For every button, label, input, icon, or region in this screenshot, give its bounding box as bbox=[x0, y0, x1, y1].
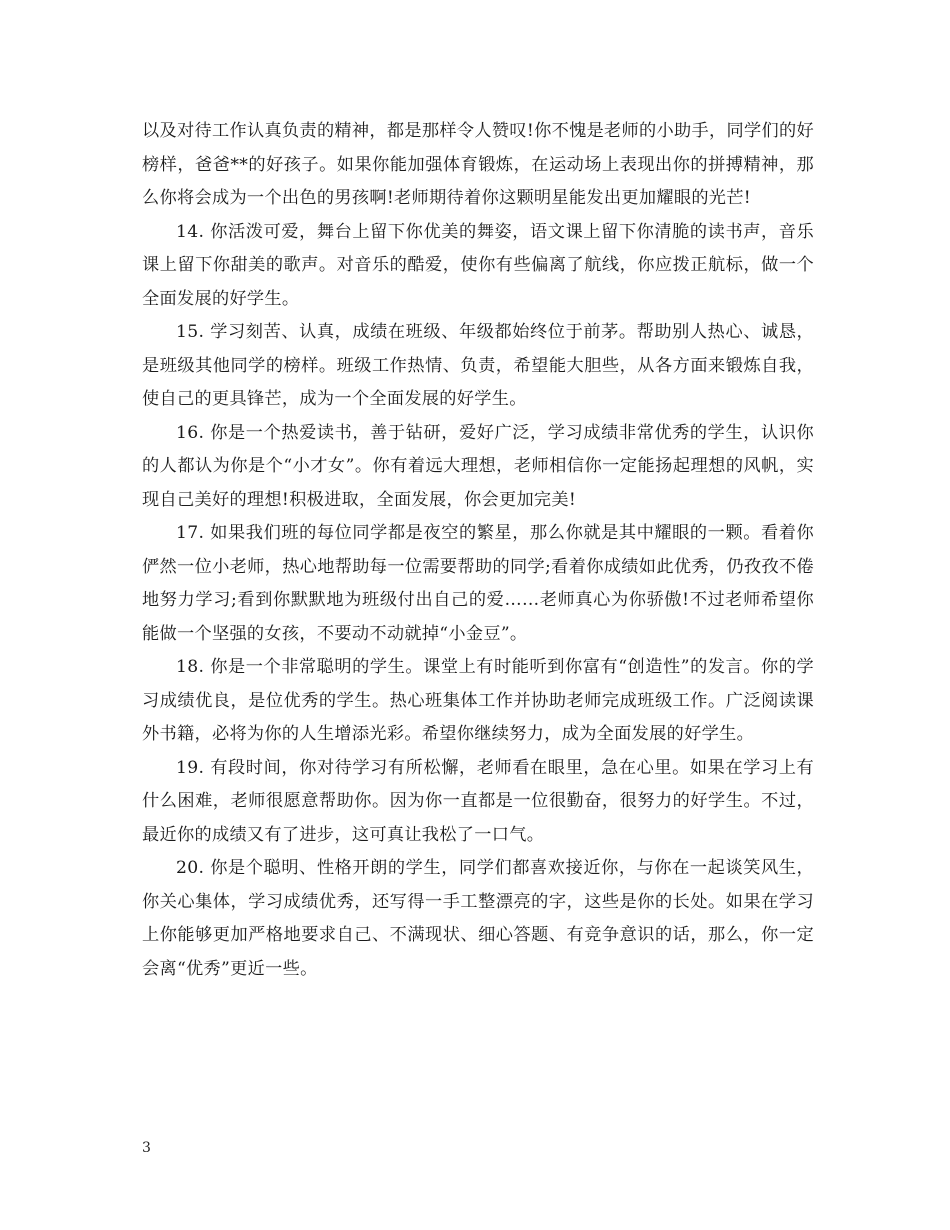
paragraph-item-14: 14. 你活泼可爱，舞台上留下你优美的舞姿，语文课上留下你清脆的读书声，音乐课上留下你甜美的歌声。对音乐的酷爱，使你有些偏离了航线，你应拨正航标，做一个全面发展的好学生。 bbox=[142, 221, 814, 309]
paragraph-item-20: 20. 你是个聪明、性格开朗的学生，同学们都喜欢接近你，与你在一起谈笑风生，你关心集体，学习成绩优秀，还写得一手工整漂亮的字，这些是你的长处。如果在学习上你能够更加严格地要求自己、不满现状、细心答题、有竞争意识的话，那么，你一定会离“优秀”更近一些。 bbox=[142, 858, 814, 979]
paragraph-item-18: 18. 你是一个非常聪明的学生。课堂上有时能听到你富有“创造性”的发言。你的学习成绩优良，是位优秀的学生。热心班集体工作并协助老师完成班级工作。广泛阅读课外书籍，必将为你的人生增添光彩。希望你继续努力，成为全面发展的好学生。 bbox=[142, 657, 814, 744]
paragraph-item-16: 16. 你是一个热爱读书，善于钻研，爱好广泛，学习成绩非常优秀的学生，认识你的人都认为你是个“小才女”。你有着远大理想，老师相信你一定能扬起理想的风帆，实现自己美好的理想!积极进取，全面发展，你会更加完美! bbox=[142, 422, 814, 510]
document-body bbox=[142, 115, 814, 986]
paragraph-continuation: 以及对待工作认真负责的精神，都是那样令人赞叹!你不愧是老师的小助手，同学们的好榜样，爸爸**的好孩子。如果你能加强体育锻炼，在运动场上表现出你的拼搏精神，那么你将会成为一个出色的男孩啊!老师期待着你这颗明星能发出更加耀眼的光芒! bbox=[142, 121, 814, 208]
page-number: 3 bbox=[142, 1140, 151, 1156]
paragraph-item-17: 17. 如果我们班的每位同学都是夜空的繁星，那么你就是其中耀眼的一颗。看着你俨然一位小老师，热心地帮助每一位需要帮助的同学;看着你成绩如此优秀，仍孜孜不倦地努力学习;看到你默默地为班级付出自己的爱……老师真心为你骄傲!不过老师希望你能做一个坚强的女孩，不要动不动就掉“小金豆”。 bbox=[142, 523, 814, 644]
paragraph-item-19: 19. 有段时间，你对待学习有所松懈，老师看在眼里，急在心里。如果在学习上有什么困难，老师很愿意帮助你。因为你一直都是一位很勤奋，很努力的好学生。不过，最近你的成绩又有了进步，这可真让我松了一口气。 bbox=[142, 757, 814, 845]
paragraph-item-15: 15. 学习刻苦、认真，成绩在班级、年级都始终位于前茅。帮助别人热心、诚恳，是班级其他同学的榜样。班级工作热情、负责，希望能大胆些，从各方面来锻炼自我，使自己的更具锋芒，成为一个全面发展的好学生。 bbox=[142, 322, 814, 409]
